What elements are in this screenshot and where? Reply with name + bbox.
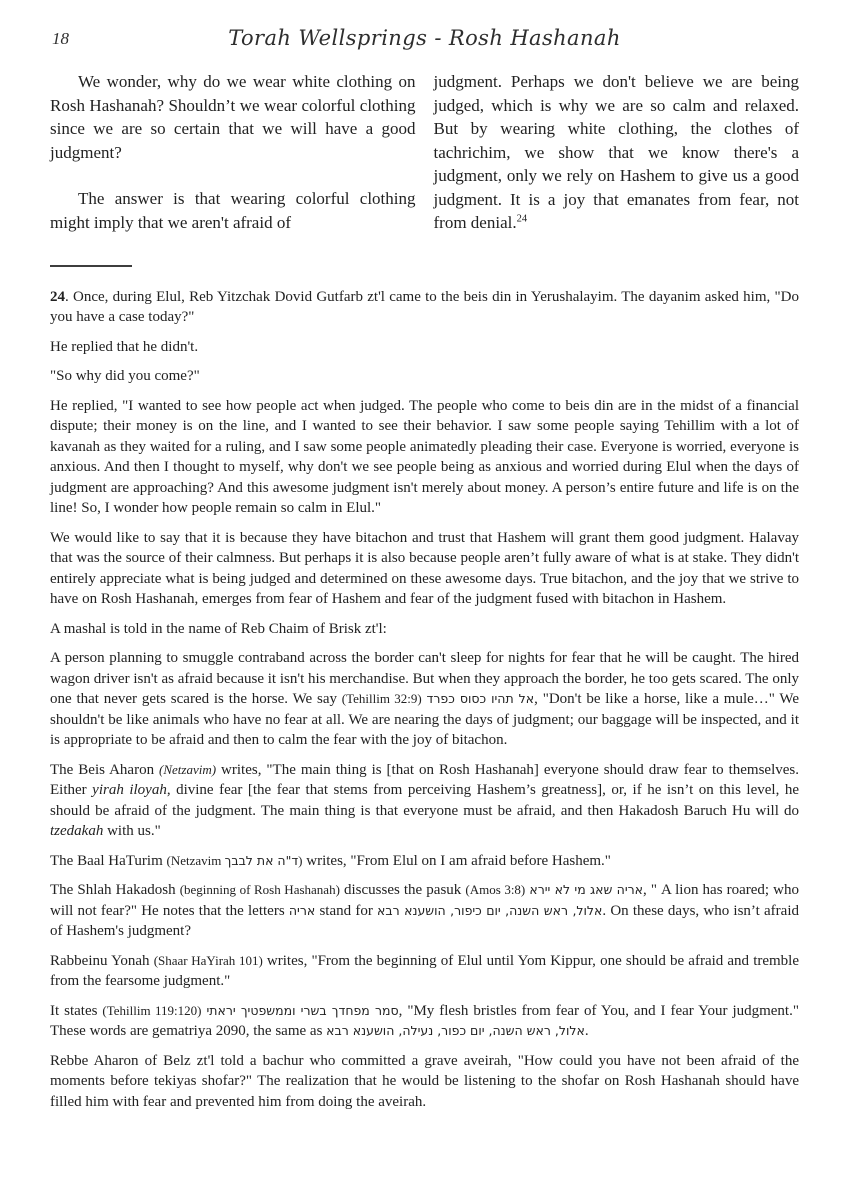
- footnote-paragraph: 24. Once, during Elul, Reb Yitzchak Dovid Gutfarb zt'l came to the beis din in Yerushalayim. The dayanim asked him, "Do you have a case today?": [50, 288, 799, 325]
- footnote-paragraph: We would like to say that it is because they have bitachon and trust that Hashem will grant them good judgment. Halavay that was the source of their calmness. But perhaps it is also because people aren’t fully aware of what is at stake. They didn't entirely appreciate what is being judged and determined on these awesome days. True bitachon, and the joy that we strive to have on Rosh Hashanah, emerges from fear of Hashem and fear of the judgment fused with bitachon in Hashem.: [50, 529, 799, 607]
- footnote-paragraph: "So why did you come?": [50, 368, 200, 384]
- left-column: [50, 70, 416, 235]
- footnote-paragraph: Rabbeinu Yonah (Shaar HaYirah 101) writes, "From the beginning of Elul until Yom Kippur, one should be afraid and tremble from the fearsome judgment.": [50, 952, 800, 989]
- body-paragraph: judgment. Perhaps we don't believe we are being judged, which is why we are so calm and relaxed. But by wearing white clothing, the clothes of tachrichim, we show that we know there's a judgment, only we rely on Hashem to give us a good judgment. It is a joy that emanates from fear, not from denial.$^{24}$: [433, 72, 799, 232]
- body-paragraph: We wonder, why do we wear white clothing on Rosh Hashanah? Shouldn’t we wear colorful clothing since we are so certain that we will have a good judgment?: [50, 72, 416, 162]
- footnote-paragraph: The Shlah Hakadosh (beginning of Rosh Hashanah) discusses the pasuk (Amos 3:8) אריה שאג מי לא יירא, " A lion has roared; who will not fear?" He notes that the letters אריה stand for אלול, ראש השנה, יום כיפור, הושענא רבא. On these days, who isn’t afraid of Hashem's judgment?: [50, 882, 799, 939]
- right-column: [434, 70, 800, 235]
- page-header: [50, 26, 799, 54]
- footnote-paragraph: A person planning to smuggle contraband across the border can't sleep for nights for fear that he will be caught. The hired wagon driver isn't as afraid because it isn't his merchandise. But when they approach the border, he too gets scared. The only one that never gets scared is the horse. We say (Tehillim 32:9) אל תהיו כסוס כפרד, "Don't be like a horse, like a mule…" We shouldn't be like animals who have no fear at all. We are nearing the days of judgment; our baggage will be inspected, and it is appropriate to be afraid and then to calm the fear with the joy of bitachon.: [50, 650, 800, 748]
- footnotes: [50, 287, 799, 1113]
- page-title: Torah Wellsprings - Rosh Hashanah: [228, 26, 621, 50]
- footnote-paragraph: The Beis Aharon (Netzavim) writes, "The main thing is [that on Rosh Hashanah] everyone should draw fear to themselves. Either yirah iloyah, divine fear [the fear that stems from perceiving Hashem’s greatness], or, if he isn’t on this level, he should be afraid of the judgment. The main thing is that everyone must be afraid, and then Hakadosh Baruch Hu will do tzedakah with us.": [50, 761, 799, 839]
- footnote-paragraph: It states (Tehillim 119:120) סמר מפחדך בשרי וממשפטיך יראתי, "My flesh bristles from fear of You, and I fear Your judgment." These words are gematriya 2090, the same as אלול, ראש השנה, יום כפור, נעילה, הושענא רבא.: [50, 1002, 799, 1039]
- footnote-paragraph: He replied, "I wanted to see how people act when judged. The people who come to beis din are in the midst of a financial dispute; their money is on the line, and I wanted to see their behavior. I saw some people saying Tehillim with a lot of kavanah as they waited for a ruling, and I saw some people animatedly pleading their case. Everyone is worried, everyone is anxious. And then I thought to myself, why don't we see people being as anxious and worried during Elul when the days of judgment are approaching? And this awesome judgment isn't merely about money. A person’s entire future and life is on the line! So, I wonder how people remain so calm in Elul.": [50, 397, 799, 516]
- main-text: [50, 70, 799, 235]
- page-number: 18: [52, 29, 69, 48]
- body-paragraph: The answer is that wearing colorful clothing might imply that we aren't afraid of: [50, 189, 416, 232]
- footnote-paragraph: Rebbe Aharon of Belz zt'l told a bachur who committed a grave aveirah, "How could you have not been afraid of the moments before tekiyas shofar?" The realization that he would be listening to the shofar on Rosh Hashanah should have filled him with fear and prevented him from doing the aveirah.: [50, 1052, 799, 1110]
- footnote-paragraph: The Baal HaTurim (Netzavim ד"ה את לבבך) writes, "From Elul on I am afraid before Hashem.": [50, 852, 611, 869]
- footnote-separator: [50, 265, 132, 267]
- footnote-paragraph: He replied that he didn't.: [50, 338, 199, 355]
- footnote-paragraph: A mashal is told in the name of Reb Chaim of Brisk zt'l:: [50, 620, 387, 637]
